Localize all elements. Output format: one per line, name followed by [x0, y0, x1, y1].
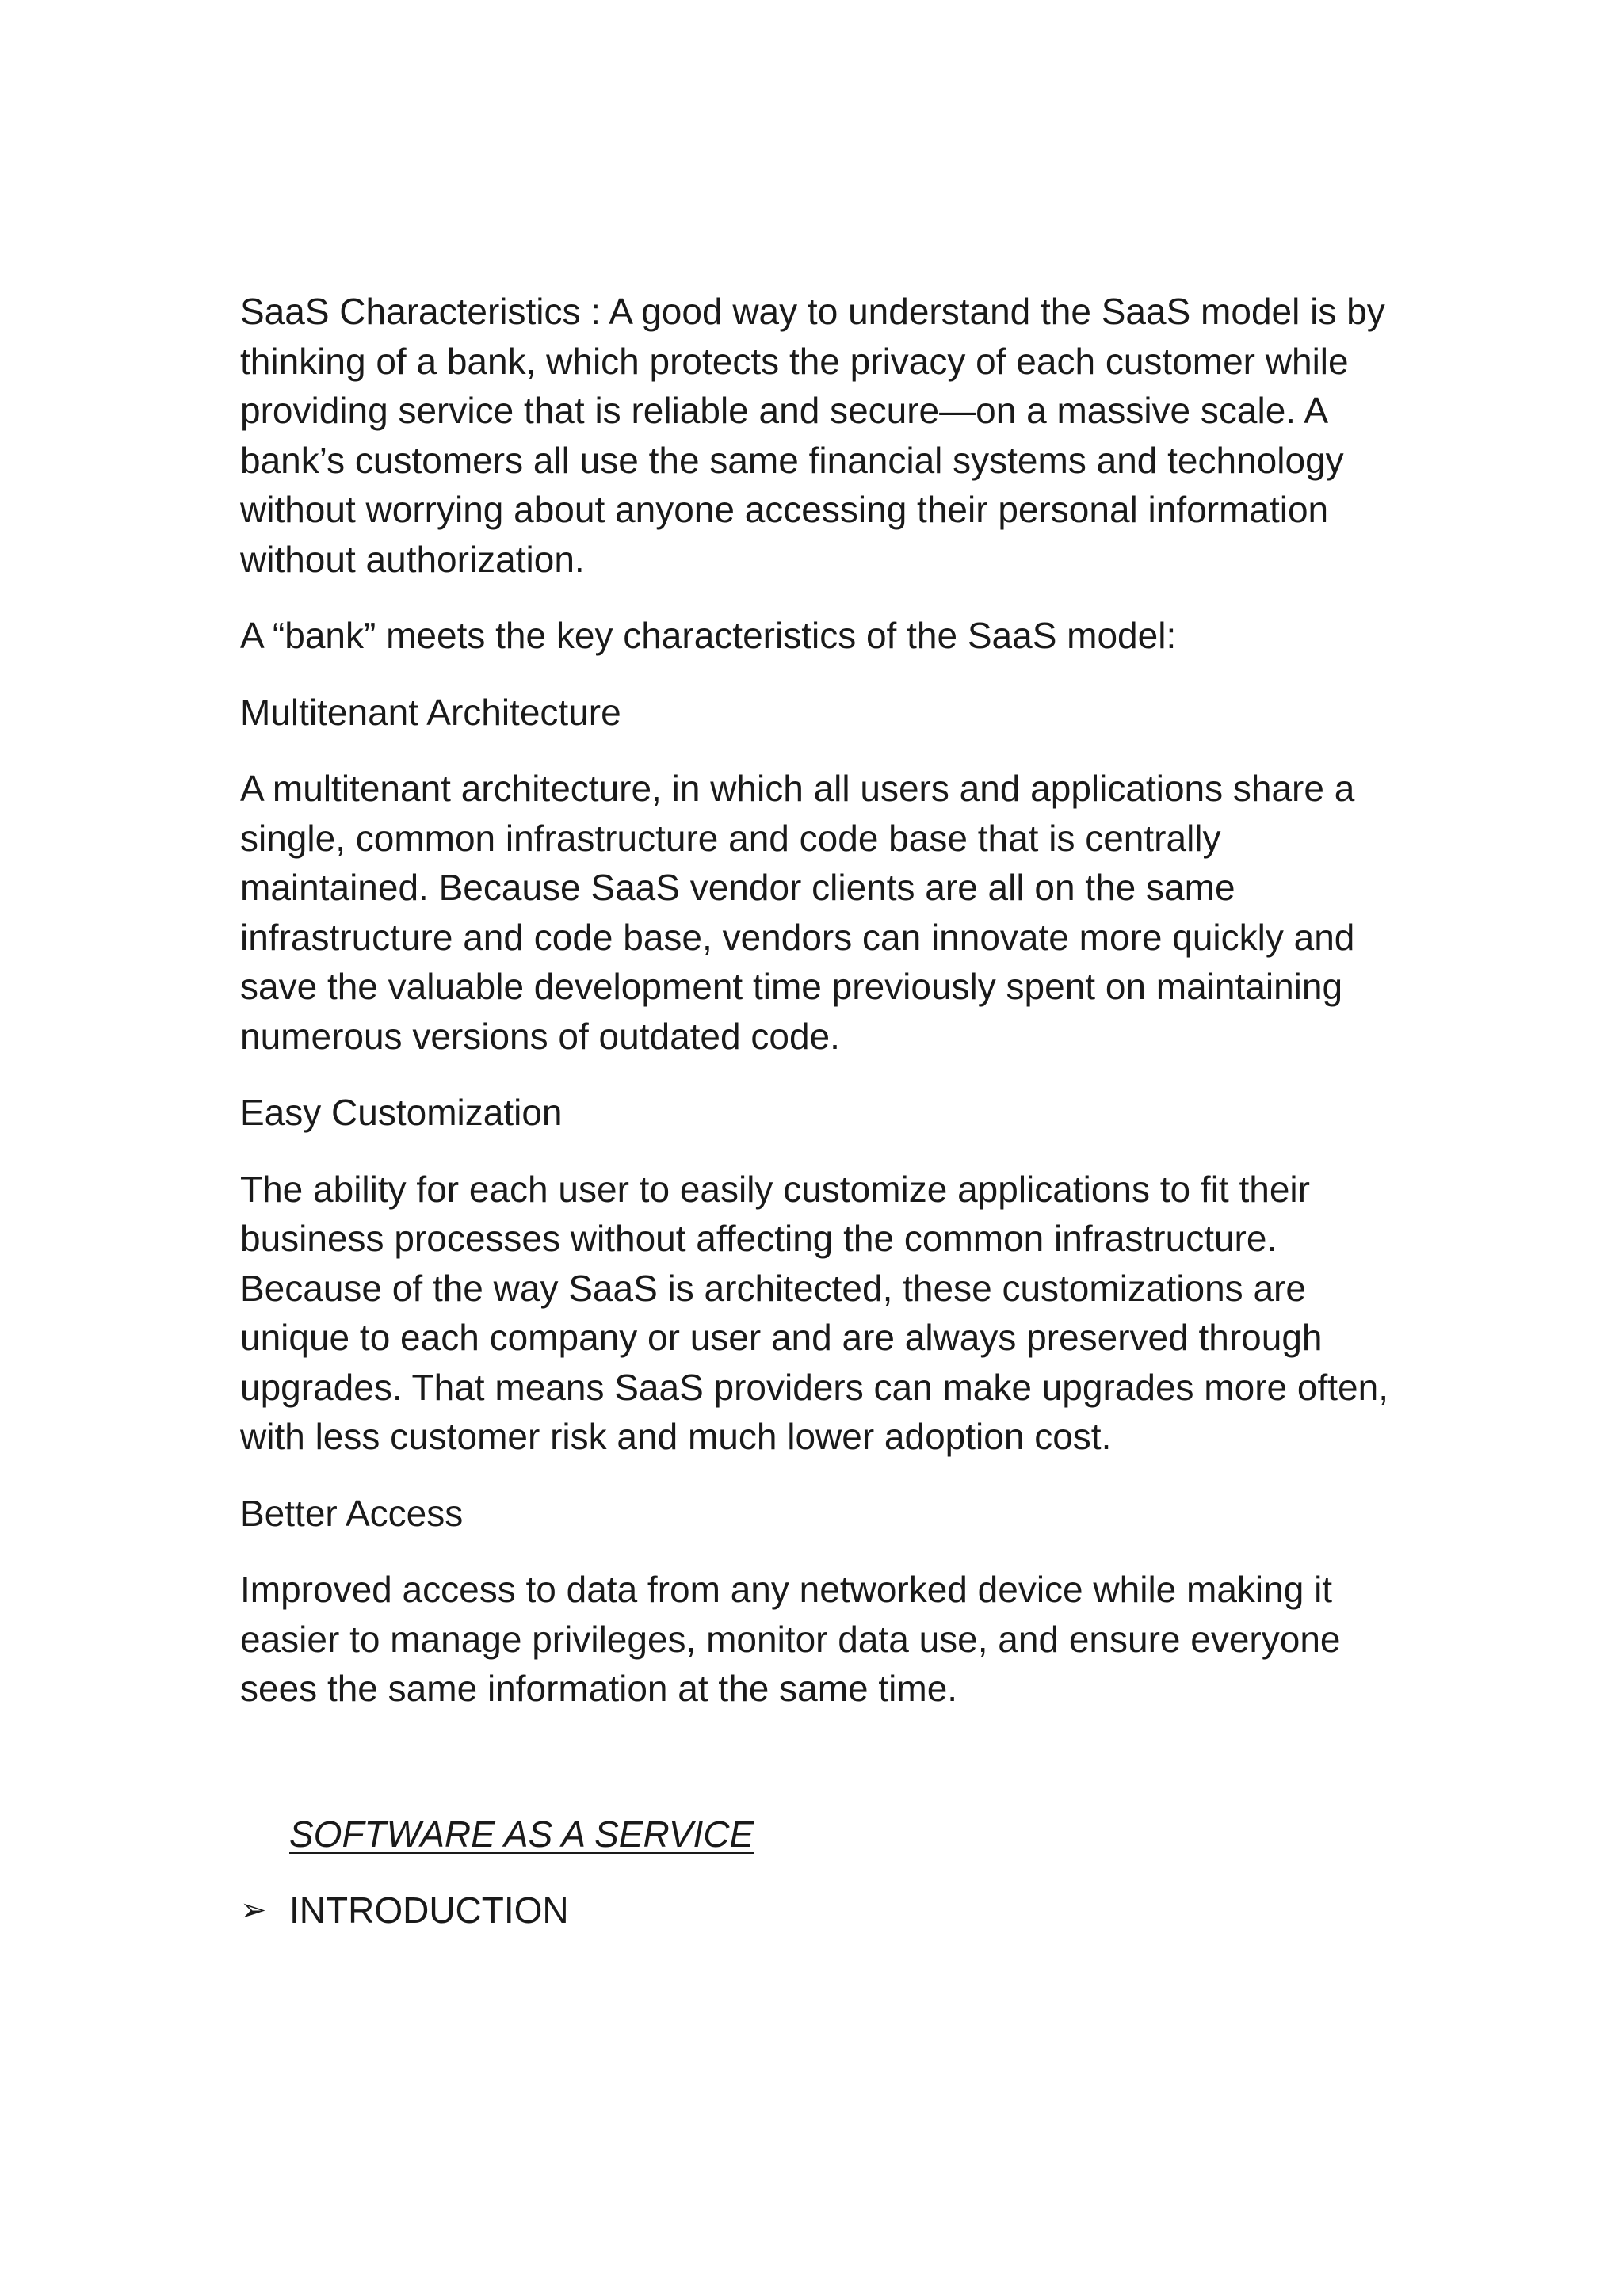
arrow-bullet-icon: ➢ [240, 1892, 267, 1928]
paragraph-bank-characteristics-intro: A “bank” meets the key characteristics of the SaaS model: [240, 615, 1177, 656]
section-title: SOFTWARE AS A SERVICE [289, 1814, 754, 1855]
heading-better-access: Better Access [240, 1492, 464, 1534]
document-body [240, 287, 1397, 1741]
heading-multitenant-architecture: Multitenant Architecture [240, 691, 621, 733]
paragraph-multitenant-architecture: A multitenant architecture, in which all users and applications share a single, common infrastructure and code base that is centrally maintained. Because SaaS vendor clients are all on the same infrastructure and code base, vendors can innovate more quickly and save the valuable development time previously spent on maintaining numerous versions of outdated code. [240, 768, 1355, 1057]
heading-easy-customization: Easy Customization [240, 1092, 563, 1133]
bullet-item-introduction [240, 1886, 569, 1935]
paragraph-better-access: Improved access to data from any networked device while making it easier to manage privileges, monitor data use, and ensure everyone sees the same information at the same time. [240, 1569, 1341, 1709]
paragraph-saas-characteristics: SaaS Characteristics : A good way to understand the SaaS model is by thinking of a bank, which protects the privacy of each customer while providing service that is reliable and secure—on a massive scale. A bank’s customers all use the same financial systems and technology without worrying about anyone accessing their personal information without authorization. [240, 291, 1385, 580]
bullet-label: INTRODUCTION [289, 1890, 569, 1931]
paragraph-easy-customization: The ability for each user to easily customize applications to fit their business processes without affecting the common infrastructure. Because of the way SaaS is architected, these customizations are unique to each company or user and are always preserved through upgrades. That means SaaS providers can make upgrades more often, with less customer risk and much lower adoption cost. [240, 1168, 1388, 1457]
